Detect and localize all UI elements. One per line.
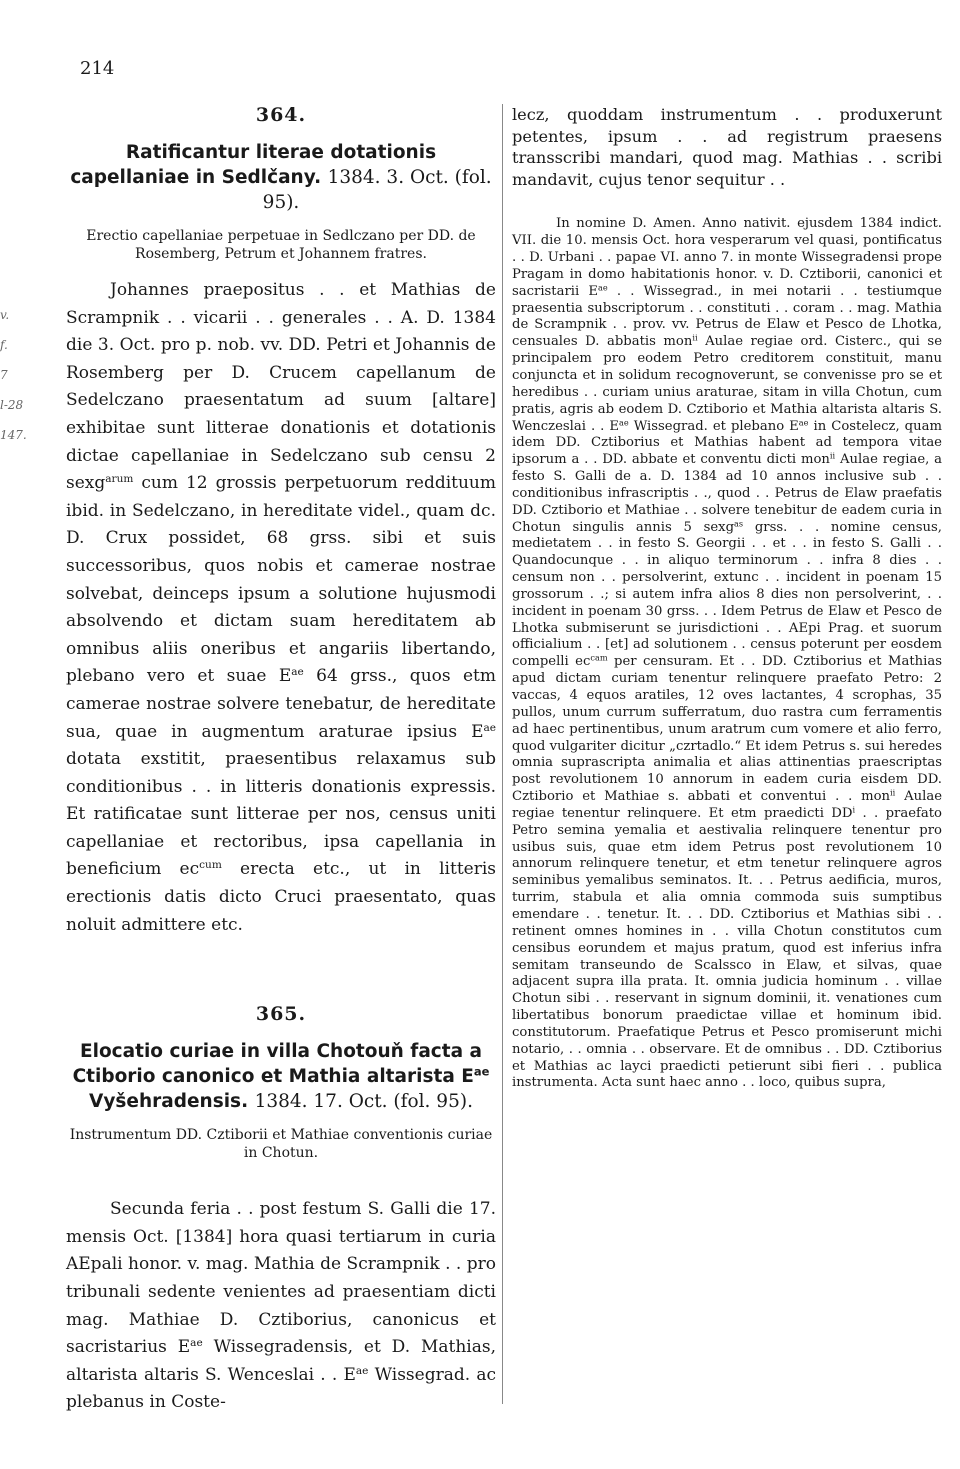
page-number: 214	[80, 58, 115, 79]
regest: Instrumentum DD. Cztiborii et Mathiae conventionis curiae in Chotun.	[69, 1127, 493, 1162]
left-column	[66, 104, 496, 1417]
title-main: Elocatio curiae in villa Chotouň facta a Ctiborio canonico et Mathia altarista $E^{ae}$ Vyšehradensis.	[72, 1041, 490, 1113]
right-column	[512, 104, 942, 1092]
document-number: 364.	[255, 104, 307, 126]
instrument-text: In nomine D. Amen. Anno nativit. ejusdem 1384 indict. VII. die 10. mensis Oct. hora vesperarum vel quasi, pontificatus . . D. Urbani . . papae VI. anno 7. in monte Wissegradensi prope Pragam in domo habitationis honor. v. D. Cztiborii, canonici et sacristarii $E^{ae}$ . . Wissegrad., in mei notarii . . testiumque praesentia subscriptorum . . constituti . . coram . . mag. Mathia de Scrampnik . . prov. vv. Petrus de Elaw et Pesco de Lhotka, censuales D. abbatis mon$^{ii}$ Aulae regiae ord. Cisterc., qui se principalem pro eodem Petro creditorem constituit, manu conjuncta et in solidum recognoverunt, se convenisse pro se et heredibus . . curiam unius araturae, sitam in villa Chotun, cum pratis, agris ab eodem D. Cztiborio et Mathia altarista altaris S. Wenczeslai . . $E^{ae}$ Wissegrad. et plebano $E^{ae}$ in Costelecz, quam idem DD. Cztiborius et Mathias habent ad tempora vitae ipsorum a . . DD. abbate et conventu dicti mon$^{ii}$ Aulae regiae, a festo S. Galli de a. D. 1384 ad 10 annos inclusive sub . . conditionibus infrascriptis . ., quod . . Petrus de Elaw praefatis DD. Cztiborio et Mathiae . . solvere tenebitur de eadem curia in Chotun singulis annis 5 sexg$^{as}$ grss. . . nomine census, medietatem . . in festo S. Georgii . . et . . in festo S. Galli . . Quandocunque . . in aliquo terminorum . . infra 8 dies . . censum non . . persolverint, extunc . . incident in poenam 15 grossorum . .; si autem infra alios 8 dies non persolverint, . . incident in poenam 30 grss. . . Idem Petrus de Elaw et Pesco de Lhotka submiserunt se jurisdictioni . . AEpi Prag. et suorum officialium . . [et] ad solutionem . . census poterunt per eosdem compelli $ec^{cam}$ per censuram. Et . . DD. Cztiborius et Mathias apud dictam curiam tenentur relinquere praefato Petro: 2 vaccas, 4 equos aratiles, 12 oves lactantes, 4 scrophas, 35 pullos, unum currum sufferratum, duo rastra cum ferramentis ad haec pertinentibus, unum aratrum cum vomere et alio ferro, quod vulgariter dicitur „czrtadlo.“ Et idem Petrus s. sui heredes omnia suprascripta animalia et alias attinentias praescriptas post revolutionem 10 annorum in eadem curia eisdem DD. Cztiborio et Mathiae s. abbati et conventui . . mon$^{ii}$ Aulae regiae tenentur relinquere. Et etm praedicti $DD^i$ . . praefato Petro semina yemalia et aestivalia relinquere tenentur pro usibus suis, quae etm idem Petrus post revolutionem 10 annorum relinquere tenetur, et etm tenetur relinquere agros seminibus yemalibus seminatos. It. . . Petrus aedificia, muros, turrim, stabula et alia omnia commoda suis sumptibus emendare . . tenetur. It. . . DD. Cztiborius et Mathias sibi . . retinent omnes homines in . . villa Chotun constitutos cum censibus eorundem et majus pratum, quod est inferius infra semitam transeundo de Scalssco in Elaw, et silvas, quae adjacent supra illa prata. It. omnia judicia hominum . . villae Chotun sibi . . reservant in signum dominii, it. venationes cum libertatibus bonorum praedictae villae et hominum ibid. constitutorum. Praefatique Petrus et Pesco promiserunt michi notario, . . omnia . . observare. Et de omnibus . . DD. Cztiborius et Mathias ac layci praedicti petierunt sibi fieri . . publica instrumenta. Acta sunt haec anno . . loco, quibus supra,	[512, 216, 943, 1091]
document-body: Johannes praepositus . . et Mathias de Scrampnik . . vicarii . . generales . . A. D. 1384 die 3. Oct. pro p. nob. vv. DD. Petri et Johannis de Rosemberg per D. Crucem capellanum de Sedelczano praesentatum ad suum [altare] exhibitae sunt litterae donationis et dotationis dictae capellaniae in Sedelczano sub censu 2 sexg$^{arum}$ cum 12 grossis perpetuorum reddituum ibid. in Sedelczano, in hereditate videl., quam dc. D. Crux possidet, 68 grss. sibi et suis successoribus, quos nobis et camerae nostrae solvebat, deinceps ipsum a solutione hujusmodi absolvendo et dictam suam hereditatem ab omnibus aliis oneribus et angariis libertando, plebano vero et suae $E^{ae}$ 64 grss., quos etm camerae nostrae solvere tenebatur, de hereditate sua, quae in augmentum araturae ipsius $E^{ae}$ dotata exstitit, praesentibus relaxamus sub conditionibus . . in litteris donationis expressis. Et ratificatae sunt litterae per nos, census uniti capellaniae et rectoribus, ipsa capellania in beneficium $ec^{cum}$ erecta etc., ut in litteris erectionis datis dicto Cruci praesentato, quas noluit admittere etc.	[66, 280, 496, 935]
title-date: 1384. 17. Oct. (fol. 95).	[254, 1091, 473, 1113]
margin-note: v.	[0, 308, 10, 322]
title-date: 1384. 3. Oct. (fol. 95).	[262, 167, 492, 213]
margin-note: 147.	[0, 428, 27, 442]
column-divider	[502, 104, 503, 1404]
document-number: 365.	[255, 1003, 307, 1026]
document-title	[66, 140, 496, 215]
margin-note: f.	[0, 338, 8, 352]
document-title	[66, 1039, 496, 1114]
margin-notes	[0, 300, 40, 450]
regest: Erectio capellaniae perpetuae in Sedlczano per DD. de Rosemberg, Petrum et Johannem fratres.	[86, 228, 476, 262]
title-main: Ratificantur literae dotationis capellaniae in Sedlčany.	[70, 142, 437, 188]
document-body: Secunda feria . . post festum S. Galli die 17. mensis Oct. [1384] hora quasi tertiarum in curia AEpali honor. v. mag. Mathia de Scrampnik . . pro tribunali sedente venientes ad praesentiam dicti mag. Mathiae D. Cztiborius, canonicus et sacristarius $E^{ae}$ Wissegradensis, et D. Mathias, altarista altaris S. Wenceslai . . $E^{ae}$ Wissegrad. ac plebanus in Coste-	[66, 1199, 497, 1413]
margin-note: 7	[0, 368, 8, 382]
margin-note: l-28	[0, 398, 24, 412]
document-body-continued: lecz, quoddam instrumentum . . produxerunt petentes, ipsum . . ad registrum praesens transscribi mandari, quod mag. Mathias . . scribi mandavit, cujus tenor sequitur . .	[512, 105, 942, 189]
